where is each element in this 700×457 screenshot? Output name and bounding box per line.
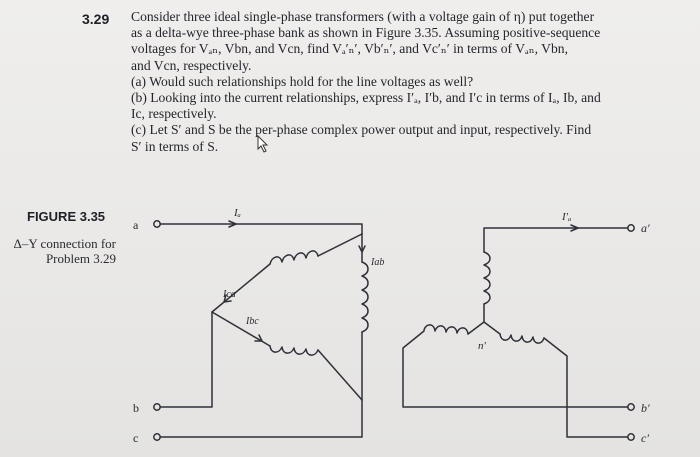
figure-caption-line-2: Problem 3.29 xyxy=(45,251,116,266)
terminal-c xyxy=(154,434,160,440)
terminal-a-prime xyxy=(628,225,634,231)
delta-side-ca-wire-top xyxy=(318,234,362,256)
coil-b-prime xyxy=(424,325,468,334)
label-ica: Ica xyxy=(223,289,236,300)
label-ia-prime: I′ₐ xyxy=(562,211,572,223)
line-c xyxy=(160,400,362,437)
terminal-b-prime xyxy=(628,404,634,410)
coil-bc xyxy=(270,346,318,355)
label-a: a xyxy=(133,218,139,232)
problem-number: 3.29 xyxy=(82,11,110,27)
delta-side-ca-wire-bottom xyxy=(212,264,270,312)
terminal-a xyxy=(154,221,160,227)
line-a xyxy=(160,224,362,234)
part-b-line-1: (b) Looking into the current relationships, express I′ₐ, I′b, and I′c in terms of Iₐ, Ib, and xyxy=(131,90,601,106)
coil-c-prime xyxy=(500,334,544,343)
problem-intro-line-3: voltages for Vₐₙ, Vbn, and Vcn, find Vₐ′ₙ′, Vb′ₙ′, and Vc′ₙ′ in terms of Vₐₙ, Vbn, xyxy=(131,41,568,57)
part-a: (a) Would such relationships hold for the line voltages as well? xyxy=(131,73,474,89)
coil-a-prime xyxy=(484,252,490,304)
label-ia: Iₐ xyxy=(234,207,241,219)
part-b-line-2: Ic, respectively. xyxy=(131,106,217,122)
problem-intro-line-2: as a delta-wye three-phase bank as shown in Figure 3.35. Assuming positive-sequence xyxy=(131,25,601,41)
part-c-line-1: (c) Let S′ and S be the per-phase complex power output and input, respectively. Find xyxy=(131,122,592,138)
line-b-prime xyxy=(403,331,628,407)
wye-neutral xyxy=(468,322,500,334)
label-c: c xyxy=(133,431,139,445)
line-b xyxy=(160,312,212,407)
label-neutral: n′ xyxy=(478,340,486,352)
line-a-prime xyxy=(484,228,628,252)
delta-side-bc-wire-bottom xyxy=(318,350,362,400)
line-c-prime xyxy=(544,338,628,437)
part-c-line-2: S′ in terms of S. xyxy=(131,138,219,154)
mouse-cursor-icon xyxy=(257,135,269,153)
label-c-prime: c′ xyxy=(641,431,649,445)
label-iab: Iab xyxy=(371,257,385,268)
coil-ab xyxy=(362,262,368,332)
coil-ca xyxy=(270,251,318,264)
label-ibc: Ibc xyxy=(246,316,259,327)
problem-intro-line-1: Consider three ideal single-phase transformers (with a voltage gain of η) put together xyxy=(131,9,595,24)
terminal-c-prime xyxy=(628,434,634,440)
label-b: b xyxy=(133,401,139,415)
figure-label: FIGURE 3.35 xyxy=(27,209,106,224)
label-b-prime: b′ xyxy=(641,401,650,415)
figure-caption-line-1: Δ–Y connection for xyxy=(13,236,116,251)
label-a-prime: a′ xyxy=(641,221,650,235)
terminal-b xyxy=(154,404,160,410)
problem-intro-line-4: and Vcn, respectively. xyxy=(131,57,252,73)
